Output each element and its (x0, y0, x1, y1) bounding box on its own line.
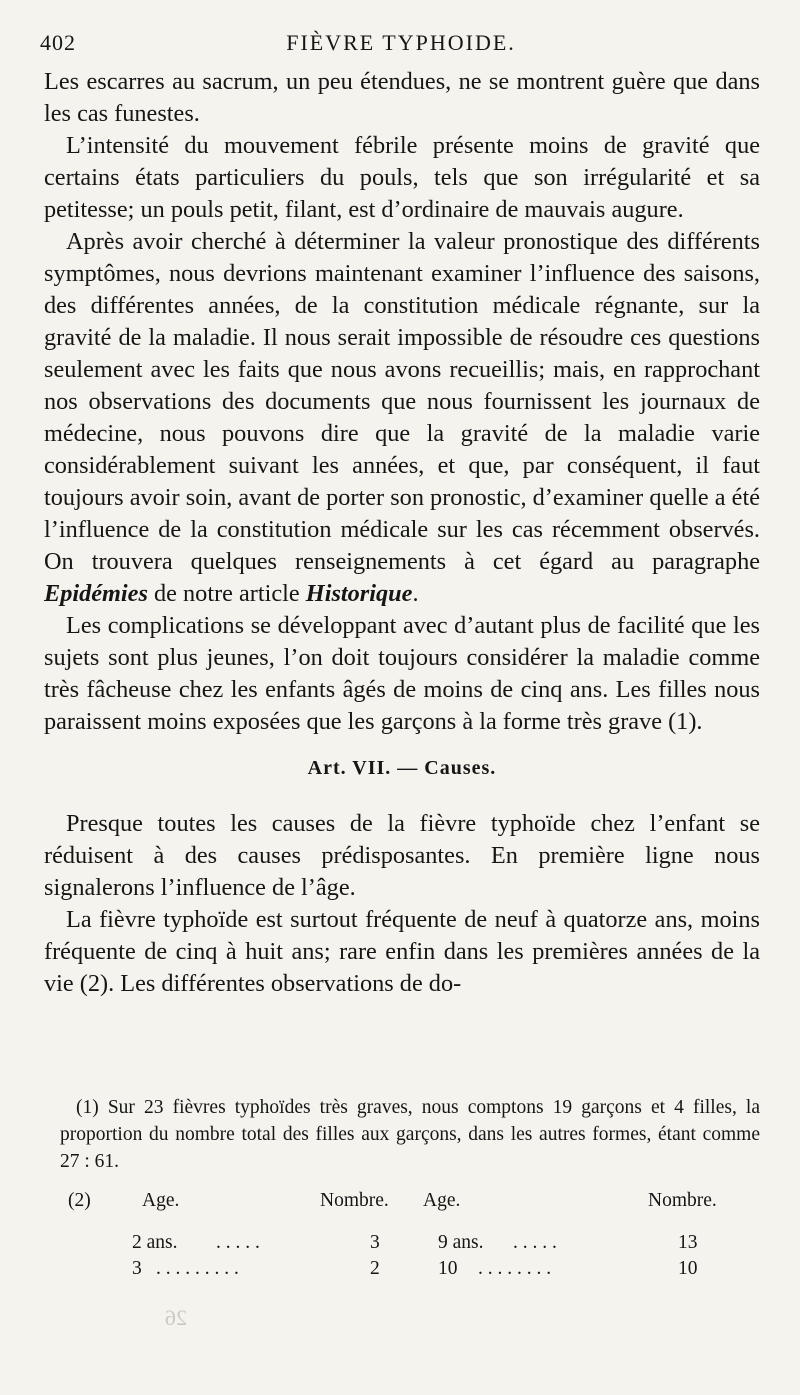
count-cell: 3 (370, 1232, 380, 1253)
main-text (44, 66, 760, 1000)
count-cell: 13 (678, 1232, 698, 1253)
paragraph-3-end: . (412, 580, 419, 607)
paragraph-1: Les escarres au sacrum, un peu étendues, ne se montrent guère que dans les cas funestes. (44, 68, 760, 127)
footnote-2-marker: (2) (68, 1190, 91, 1211)
paragraph-2: L’intensité du mouvement fébrile présente moins de gravité que certains états particuliers du pouls, tels que son irrégularité et sa petitesse; un pouls petit, filant, est d’ordinaire de mauvais augure. (44, 132, 760, 223)
page-number: 402 (40, 30, 76, 55)
age-header-right: Age. (423, 1190, 461, 1211)
paragraph-3-text: Après avoir cherché à déterminer la valeur pronostique des différents symptômes, nous devrions maintenant examiner l’influence des saisons, des différentes années, de la constitution médicale régnante, sur la gravité de la maladie. Il nous serait impossible de résoudre ces questions seulement avec les faits que nous avons recueillis; mais, en rapprochant nos observations des documents que nous fournissent les journaux de médecine, nous pouvons dire que la gravité de la maladie varie considérablement suivant les années, et que, par conséquent, il faut toujours avoir soin, avant de porter son pronostic, d’examiner quelle a été l’influence de la constitution médicale sur les cas récemment observés. On trouvera quelques renseignements à cet égard au paragraphe (44, 228, 760, 575)
count-cell: 2 (370, 1258, 380, 1279)
running-title: FIÈVRE TYPHOIDE. (286, 30, 516, 55)
footnote-1: (1) Sur 23 fièvres typhoïdes très graves, nous comptons 19 garçons et 4 filles, la proportion du nombre total des filles aux garçons, dans les autres formes, étant comme 27 : 61. (60, 1097, 760, 1172)
bleed-through-folio: 26 (165, 1305, 187, 1330)
section-heading: Art. VII. — Causes. (307, 757, 497, 779)
table-row (68, 1232, 768, 1258)
count-header-right: Nombre. (648, 1190, 717, 1211)
leader-dots: . . . . . (513, 1232, 557, 1253)
age-cell: 2 ans. (132, 1232, 178, 1253)
age-table (68, 1190, 768, 1300)
age-cell: 10 (438, 1258, 458, 1279)
paragraph-4: Les complications se développant avec d’autant plus de facilité que les sujets sont plus jeunes, l’on doit toujours considérer la maladie comme très fâcheuse chez les enfants âgés de moins de cinq ans. Les filles nous paraissent moins exposées que les garçons à la forme très grave (1). (44, 612, 760, 735)
count-header-left: Nombre. (320, 1190, 389, 1211)
paragraph-6: La fièvre typhoïde est surtout fréquente de neuf à quatorze ans, moins fréquente de cinq à huit ans; rare enfin dans les premières années de la vie (2). Les différentes observations de do- (44, 906, 760, 997)
age-header-left: Age. (142, 1190, 180, 1211)
leader-dots: . . . . . (216, 1232, 260, 1253)
table-row (68, 1258, 768, 1284)
count-cell: 10 (678, 1258, 698, 1279)
paragraph-3-middle: de notre article (147, 580, 306, 607)
running-header (40, 30, 762, 62)
leader-dots: . . . . . . . . (478, 1258, 552, 1279)
italic-historique: Historique (305, 580, 413, 607)
age-cell: 3 (132, 1258, 142, 1279)
footnotes (60, 1094, 760, 1175)
paragraph-5: Presque toutes les causes de la fièvre typhoïde chez l’enfant se réduisent à des causes prédisposantes. En première ligne nous signalerons l’influence de l’âge. (44, 810, 760, 901)
italic-epidemies: Epidémies (44, 580, 148, 607)
leader-dots: . . . . . . . . . (156, 1258, 239, 1279)
age-cell: 9 ans. (438, 1232, 484, 1253)
paragraph-3 (44, 226, 760, 610)
